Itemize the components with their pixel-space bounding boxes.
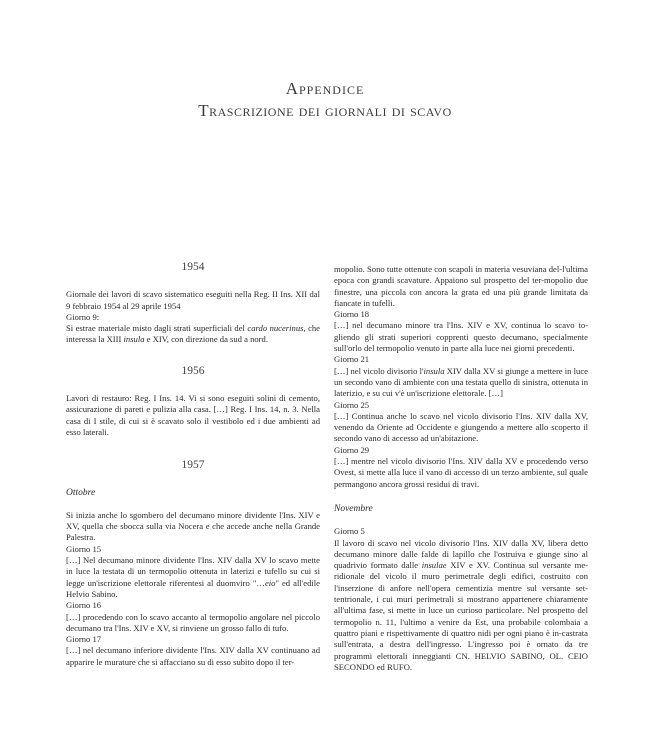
text-segment: Si estrae materiale misto dagli strati superficiali del — [66, 323, 248, 334]
year-heading-1954: 1954 — [181, 261, 205, 273]
text-segment: Il lavoro di scavo nel vicolo divisorio l'Ins. XIV dalla XV, libera detto decumano minore dalle falde di lapillo che l'ostruiva e giunge sino al quadrivio formato dalle — [334, 537, 588, 571]
text-segment: e XIV, con direzione da sud a nord. — [144, 334, 268, 345]
text-segment: XIV e XV. Continua sul versante me-ridionale del vicolo il muro perimetrale degli edifici, costruito con l'inserzione di anfore nell'opera cementizia mentre sul versante set-tentrionale, i cui muri perimetrali si mostrano appartenere chiaramente all'ultima fase, si mette in luce un curioso particolare. Nel prospetto del termopolio n. 11, l'ultimo a venire da Est, una probabile colombaia a quattro piani e rispettivamente di quattro nidi per ogni piano è in-castrata sull'entrata, a destra dell'ingresso. L'ingresso poi è ornato da tre programmi elettorali inneggianti CN. HELVIO SABINO, OL. CEIO SECONDO ed RUFO. — [334, 560, 588, 672]
right-column — [334, 264, 588, 673]
appendix-title: Appendice — [285, 79, 365, 98]
italic-term: cardo nucerinus — [247, 323, 304, 334]
day-label-18: Giorno 18 — [334, 309, 370, 320]
paragraph-day18: […] nel decumano minore tra l'Ins. XIV e XV, continua lo scavo to-gliendo gli strati superiori copprenti questo decumano, specialmente sull'orlo del termopolio venuto in parte alla luce nei giorni precedenti. — [334, 320, 588, 354]
left-column — [66, 262, 320, 668]
day-label-29: Giorno 29 — [334, 444, 370, 455]
text-segment: XIV dalla XV si giunge a mettere in luce un secondo vano di ambiente con una testata quello di sinistra, ottenuta in laterizio, e su cui v'è un'iscrizione elettorale. […] — [334, 365, 588, 399]
month-heading-ottobre: Ottobre — [66, 487, 96, 498]
text-segment: " ed all'edile Helvio Sabino. — [66, 577, 320, 599]
appendix-subtitle: Trascrizione dei giornali di scavo — [198, 101, 452, 120]
paragraph-1957-intro: Si inizia anche lo sgombero del decumano minore dividente l'Ins. XIV e XV, quella che sbocca sulla via Nocera e che accede anche nella Grande Palestra. — [66, 509, 320, 543]
italic-term: insula — [123, 334, 145, 345]
italic-term: eio — [264, 577, 276, 588]
text-segment: , che interessa la XIII — [66, 323, 320, 345]
day-label-5: Giorno 5 — [334, 526, 365, 537]
year-heading-1956: 1956 — [181, 364, 205, 377]
paragraph-day25: […] Continua anche lo scavo nel vicolo divisorio l'Ins. XIV dalla XV, venendo da Oriente ad Occidente e giungendo a mettere allo scoperto il secondo vano di accesso ad un'abitazione. — [334, 410, 588, 444]
text-segment: […] nel vicolo divisorio l' — [334, 365, 424, 376]
day-label-21: Giorno 21 — [334, 354, 370, 365]
paragraph-1954-intro: Giornale dei lavori di scavo sistematico eseguiti nella Reg. II Ins. XII dal 9 febbraio 1954 al 29 aprile 1954 — [66, 289, 320, 311]
text-segment: […] Nel decumano minore dividente l'Ins. XIV dalla XV lo scavo mette in luce la testata di un termopolio ottenuta in laterizi e tufello su cui si legge un'iscrizione elettorale riferentesi al duomviro "… — [66, 555, 320, 588]
year-heading-1957: 1957 — [181, 459, 205, 472]
month-heading-novembre: Novembre — [334, 503, 373, 514]
italic-term: insula — [423, 365, 445, 376]
paragraph-day15 — [66, 555, 320, 600]
paragraph-day16: […] procedendo con lo scavo accanto al termopolio angolare nel piccolo decumano tra l'Ins. XIV e XV, si rinviene un grosso fallo di tufo. — [66, 611, 320, 633]
paragraph-day29: […] mentre nel vicolo divisorio l'Ins. XIV dalla XV e procedendo verso Ovest, si mette alla luce il vano di accesso di un terzo ambiente, sul quale permangono ancora grossi residui di travi. — [334, 456, 588, 489]
paragraph-day5 — [334, 538, 588, 674]
paragraph-continuation: mopolio. Sono tutte ottenute con scapoli in materia vesuviana del-l'ultima epoca con grandi scavature. Appaiono sul prospetto del ter-mopolio due finestre, una piccola con ancora la grata ed una più grande limitata da fiancate in tufelli. — [334, 264, 588, 308]
day-label-17: Giorno 17 — [66, 634, 102, 645]
day-label-25: Giorno 25 — [334, 399, 370, 410]
paragraph-1954-day9 — [66, 323, 320, 346]
paragraph-1956: Lavori di restauro: Reg. I Ins. 14. Vi si sono eseguiti solini di cemento, assicurazione di pareti e pulizia alla casa. […] Reg. I Ins. 14, n. 3. Nella casa di I stile, di cui si è scavato solo il vestibolo ed i due ambienti ad esso laterali. — [66, 393, 320, 437]
italic-term: insulae — [421, 560, 447, 571]
appendix-header — [0, 78, 650, 122]
day-label-9: Giorno 9: — [66, 311, 100, 322]
paragraph-day17: […] nel decumano inferiore dividente l'Ins. XIV dalla XV continuano ad apparire le murature che si affacciano su di esso subito dopo il ter- — [66, 645, 320, 667]
paragraph-day21 — [334, 366, 588, 400]
day-label-15: Giorno 15 — [66, 543, 102, 554]
day-label-16: Giorno 16 — [66, 600, 102, 611]
